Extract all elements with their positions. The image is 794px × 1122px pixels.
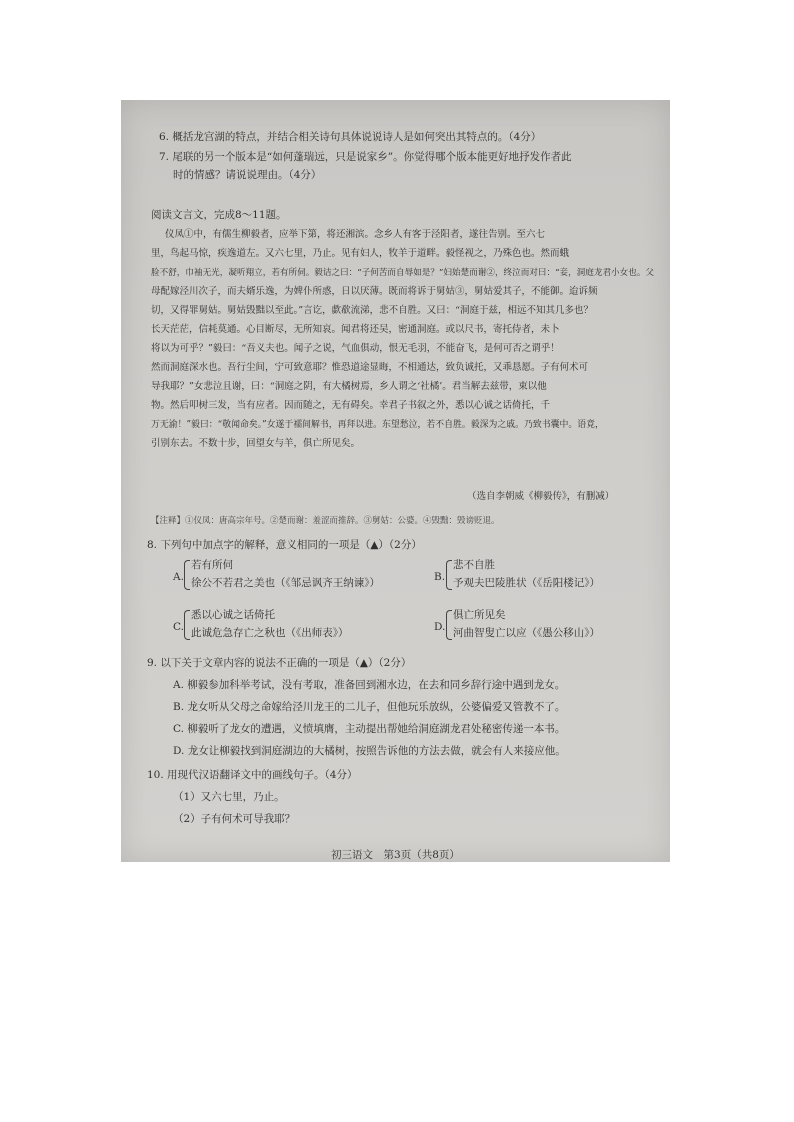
passage-line: 万无渝！”毅曰：“敬闻命矣。”女遂于襦间解书，再拜以进。东望愁泣，若不自胜。毅深为之戚。乃致书囊中。语竟， <box>151 420 604 430</box>
passage-line: 仪凤①中，有儒生柳毅者，应举下第，将还湘滨。念乡人有客于泾阳者，遂往告别。至六七 <box>165 229 546 240</box>
passage-line: 母配嫁泾川次子，而夫婿乐逸，为婢仆所惑，日以厌薄。既而将诉于舅姑③，舅姑爱其子，不能御。迨诉频 <box>151 286 598 297</box>
passage-line: 导我耶？”女悲泣且谢，曰：“洞庭之阴，有大橘树焉，乡人谓之‘社橘’。君当解去兹带，束以他 <box>151 381 547 392</box>
passage-annotations: 【注释】①仪凤：唐高宗年号。②楚而谢：羞涩而推辞。③舅姑：公婆。④毁黜：毁谤贬退。 <box>151 516 500 526</box>
passage-line: 然而洞庭深水也。吾行尘间，宁可致意耶？惟恐道途显晦，不相通达，致负诚托，又乖恳愿。子有何术可 <box>151 362 589 373</box>
question-9-option-a: A. 柳毅参加科举考试，没有考取，准备回到湘水边，在去和同乡辞行途中遇到龙女。 <box>173 679 566 691</box>
question-6: 6. 概括龙宫湖的特点，并结合相关诗句具体说说诗人是如何突出其特点的。（4分） <box>159 131 542 143</box>
question-7-line1: 7. 尾联的另一个版本是“如何蓬瑞远，只是说家乡”。你觉得哪个版本能更好地抒发作者此 <box>159 151 572 163</box>
question-10-item-2: （2）子有何术可导我耶？ <box>173 813 296 825</box>
question-9-option-c: C. 柳毅听了龙女的遭遇，义愤填膺，主动提出帮她给洞庭湖龙君处秘密传递一本书。 <box>173 723 566 735</box>
question-9-stem: 9. 以下关于文章内容的说法不正确的一项是（▲）（2分） <box>147 657 412 669</box>
question-7-line2: 时的情感？请说说理由。（4分） <box>173 169 322 181</box>
exam-page-photo: 6. 概括龙宫湖的特点，并结合相关诗句具体说说诗人是如何突出其特点的。（4分） 7. 尾联的另一个版本是“如何蓬瑞远，只是说家乡”。你觉得哪个版本能更好地抒发作者此 时的情感？请说说理由。（4分） 阅读文言文，完成8～11题。 仪凤①中，有儒生柳毅者，应举下第，将还湘滨。念乡人有客于泾阳者，遂往告别。至六七 里，鸟起马惊，疾逸道左。又六七里，乃止。见有妇人，牧羊于道畔。毅怪视之，乃殊色也。然而蛾 脸不舒，巾袖无光，凝听翔立，若有所伺。毅诘之曰：“子何苦而自辱如是？”妇始楚而谢②，终泣而对曰：“妾，洞庭龙君小女也。父 母配嫁泾川次子，而夫婿乐逸，为婢仆所惑，日以厌薄。既而将诉于舅姑③，舅姑爱其子，不能御。迨诉频 切，又得罪舅姑。舅姑毁黜以至此。”言讫，歔欷流涕，悲不自胜。又曰：“洞庭于兹，相远不知其几多也？ 长天茫茫，信耗莫通。心目断尽，无所知哀。闻君将还吴，密通洞庭。或以尺书，寄托侍者，未卜 将以为可乎？”毅曰：“吾义夫也。闻子之说，气血俱动，恨无毛羽，不能奋飞，是何可否之谓乎！ 然而洞庭深水也。吾行尘间，宁可致意耶？惟恐道途显晦，不相通达，致负诚托，又乖恳愿。子有何术可 导我耶？”女悲泣且谢，曰：“洞庭之阴，有大橘树焉，乡人谓之‘社橘’。君当解去兹带，束以他 物。然后叩树三发，当有应者。因而随之，无有碍矣。幸君子书叙之外，悉以心诚之话倚托，千 万无渝！”毅曰：“敬闻命矣。”女遂于襦间解书，再拜以进。东望愁泣，若不自胜。毅深为之戚。乃致书囊中。语竟， 引别东去。不数十步，回望女与羊，俱亡所见矣。 （选自李朝威《柳毅传》，有删减） 【注释】①仪凤：唐高宗年号。②楚而谢：羞涩而推辞。③舅姑：公婆。④毁黜：毁谤贬退。 8. 下列句中加点字的解释，意义相同的一项是（▲）（2分） A. 若有所伺 徐公不若君之美也（《邹忌讽齐王纳谏》） B. 悲不自胜 予观夫巴陵胜状（《岳阳楼记》） C. 悉以心诚之话倚托 此诚危急存亡之秋也（《出师表》） D. 俱亡所见矣 河曲智叟亡以应（《愚公移山》） 9. 以下关于文章内容的说法不正确的一项是（▲）（2分） A. 柳毅参加科举考试，没有考取，准备回到湘水边，在去和同乡辞行途中遇到龙女。 B. 龙女听从父母之命嫁给泾川龙王的二儿子，但他玩乐放纵，公婆偏爱又管教不了。 C. 柳毅听了龙女的遭遇，义愤填膺，主动提出帮她给洞庭湖龙君处秘密传递一本书。 D. 龙女让柳毅找到洞庭湖边的大橘树，按照告诉他的方法去做，就会有人来接应他。 10. 用现代汉语翻译文中的画线句子。（4分） （1）又六七里，乃止。 （2）子有何术可导我耶？ 初三语文 第3页（共8页） <box>121 100 670 862</box>
passage-line: 切，又得罪舅姑。舅姑毁黜以至此。”言讫，歔欷流涕，悲不自胜。又曰：“洞庭于兹，相远不知其几多也？ <box>151 305 593 316</box>
question-9-option-b: B. 龙女听从父母之命嫁给泾川龙王的二儿子，但他玩乐放纵，公婆偏爱又管教不了。 <box>173 701 566 713</box>
passage-line: 脸不舒，巾袖无光，凝听翔立，若有所伺。毅诘之曰：“子何苦而自辱如是？”妇始楚而谢②，终泣而对曰：“妾，洞庭龙君小女也。父 <box>151 268 655 278</box>
passage-line: 引别东去。不数十步，回望女与羊，俱亡所见矣。 <box>151 438 361 449</box>
question-9-option-d: D. 龙女让柳毅找到洞庭湖边的大橘树，按照告诉他的方法去做，就会有人来接应他。 <box>173 745 566 757</box>
passage-source: （选自李朝威《柳毅传》，有删减） <box>467 491 615 502</box>
passage-line: 里，鸟起马惊，疾逸道左。又六七里，乃止。见有妇人，牧羊于道畔。毅怪视之，乃殊色也。然而蛾 <box>151 248 570 259</box>
question-8-stem: 8. 下列句中加点字的解释，意义相同的一项是（▲）（2分） <box>147 539 422 551</box>
passage-line: 长天茫茫，信耗莫通。心目断尽，无所知哀。闻君将还吴，密通洞庭。或以尺书，寄托侍者，未卜 <box>151 324 560 335</box>
passage-line: 将以为可乎？”毅曰：“吾义夫也。闻子之说，气血俱动，恨无毛羽，不能奋飞，是何可否之谓乎！ <box>151 343 560 354</box>
passage-intro: 阅读文言文，完成8～11题。 <box>151 209 287 221</box>
page-footer: 初三语文 第3页（共8页） <box>331 849 460 861</box>
question-10-item-1: （1）又六七里，乃止。 <box>173 791 285 803</box>
question-10-stem: 10. 用现代汉语翻译文中的画线句子。（4分） <box>147 769 358 781</box>
passage-line: 物。然后叩树三发，当有应者。因而随之，无有碍矣。幸君子书叙之外，悉以心诚之话倚托，千 <box>151 400 551 411</box>
